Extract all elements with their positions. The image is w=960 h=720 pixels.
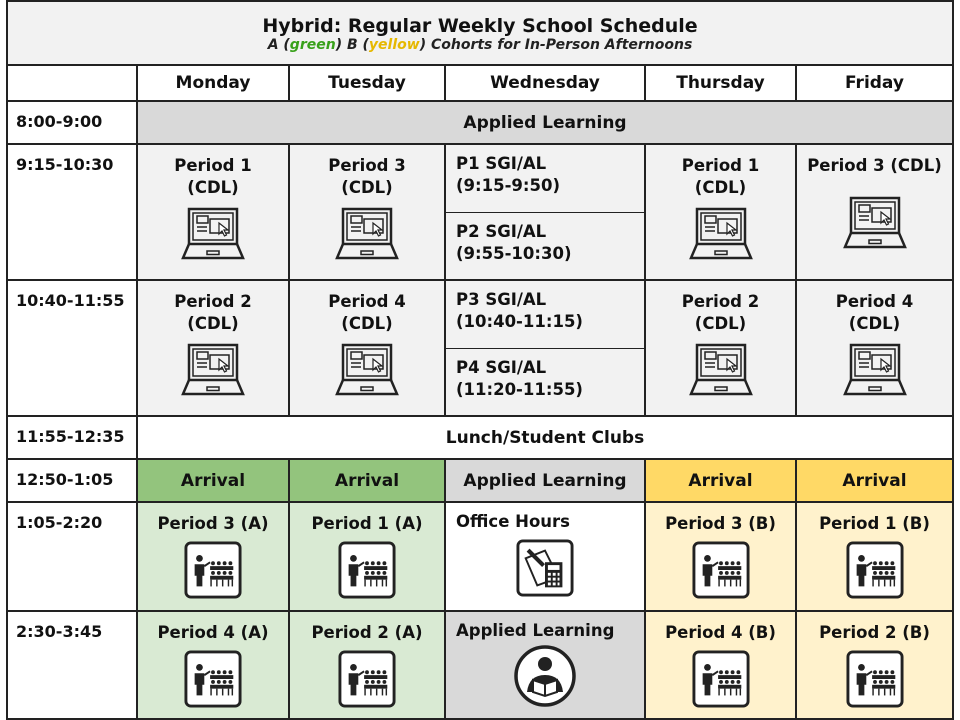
classroom-icon bbox=[846, 541, 904, 599]
friday-period-4-cdl bbox=[796, 280, 953, 416]
laptop-icon bbox=[689, 206, 753, 262]
thursday-period-4-b bbox=[645, 611, 796, 719]
classroom-icon bbox=[338, 541, 396, 599]
time-cell: 8:00-9:00 bbox=[7, 101, 137, 144]
monday-period-3-a bbox=[137, 502, 289, 611]
schedule-table bbox=[6, 0, 954, 720]
classroom-icon bbox=[692, 650, 750, 708]
period-label: Period 1 bbox=[174, 156, 252, 175]
lunch-band: Lunch/Student Clubs bbox=[137, 416, 953, 459]
office-hours-label: Office Hours bbox=[456, 512, 570, 531]
friday-period-2-b bbox=[796, 611, 953, 719]
wednesday-p1-sgi bbox=[446, 145, 644, 212]
tuesday-arrival: Arrival bbox=[289, 459, 445, 502]
day-header-wednesday: Wednesday bbox=[445, 65, 645, 101]
session-time: (9:55-10:30) bbox=[456, 243, 572, 263]
time-cell: 12:50-1:05 bbox=[7, 459, 137, 502]
classroom-icon bbox=[184, 541, 242, 599]
period-label: Period 3 (CDL) bbox=[807, 156, 942, 175]
day-header-thursday: Thursday bbox=[645, 65, 796, 101]
page-title: Hybrid: Regular Weekly School Schedule bbox=[262, 15, 698, 37]
row-1-05 bbox=[7, 502, 953, 611]
friday-period-3-cdl bbox=[796, 144, 953, 280]
reading-student-icon bbox=[513, 644, 577, 708]
period-label: Period 3 (B) bbox=[665, 514, 776, 533]
wednesday-p3-sgi bbox=[446, 281, 644, 348]
thursday-period-1-cdl bbox=[645, 144, 796, 280]
period-label: Period 1 (B) bbox=[819, 514, 930, 533]
laptop-icon bbox=[181, 206, 245, 262]
session-label: P4 SGI/AL bbox=[456, 357, 547, 377]
time-cell: 1:05-2:20 bbox=[7, 502, 137, 611]
wednesday-sgi-block-2 bbox=[445, 280, 645, 416]
mode-label: (CDL) bbox=[341, 314, 393, 334]
mode-label: (CDL) bbox=[848, 314, 901, 334]
day-header-tuesday: Tuesday bbox=[289, 65, 445, 101]
period-label: Period 4 (A) bbox=[157, 623, 269, 642]
mode-label: (CDL) bbox=[341, 178, 393, 198]
wednesday-p2-sgi bbox=[446, 212, 644, 280]
mode-label: (CDL) bbox=[187, 314, 239, 334]
title-row bbox=[7, 1, 953, 65]
subtitle-yellow-word: yellow bbox=[368, 37, 420, 53]
classroom-icon bbox=[184, 650, 242, 708]
tuesday-period-3-cdl bbox=[289, 144, 445, 280]
mode-label: (CDL) bbox=[187, 178, 239, 198]
classroom-icon bbox=[338, 650, 396, 708]
tuesday-period-2-a bbox=[289, 611, 445, 719]
period-label: Period 1 bbox=[681, 156, 760, 175]
mode-label: (CDL) bbox=[694, 178, 747, 198]
wednesday-applied-learning: Applied Learning bbox=[445, 459, 645, 502]
laptop-icon bbox=[335, 342, 399, 398]
subtitle-middle: ) B ( bbox=[335, 37, 369, 53]
day-header-friday: Friday bbox=[796, 65, 953, 101]
laptop-icon bbox=[181, 342, 245, 398]
time-cell: 11:55-12:35 bbox=[7, 416, 137, 459]
friday-period-1-b bbox=[796, 502, 953, 611]
row-2-30 bbox=[7, 611, 953, 719]
session-label: P1 SGI/AL bbox=[456, 154, 547, 173]
thursday-period-3-b bbox=[645, 502, 796, 611]
period-label: Period 2 bbox=[174, 292, 252, 311]
period-label: Period 3 (A) bbox=[157, 514, 269, 533]
tuesday-period-4-cdl bbox=[289, 280, 445, 416]
monday-period-2-cdl bbox=[137, 280, 289, 416]
tuesday-period-1-a bbox=[289, 502, 445, 611]
monday-period-1-cdl bbox=[137, 144, 289, 280]
session-time: (9:15-9:50) bbox=[456, 176, 561, 196]
corner-cell bbox=[7, 65, 137, 101]
row-11-55 bbox=[7, 416, 953, 459]
session-time: (11:20-11:55) bbox=[456, 379, 583, 399]
period-label: Period 2 bbox=[681, 292, 760, 311]
subtitle-green-word: green bbox=[289, 37, 336, 53]
applied-learning-band: Applied Learning bbox=[137, 101, 953, 144]
thursday-period-2-cdl bbox=[645, 280, 796, 416]
row-8-00 bbox=[7, 101, 953, 144]
time-cell: 2:30-3:45 bbox=[7, 611, 137, 719]
laptop-icon bbox=[843, 342, 907, 398]
thursday-arrival: Arrival bbox=[645, 459, 796, 502]
period-label: Period 4 bbox=[835, 292, 914, 311]
row-12-50 bbox=[7, 459, 953, 502]
office-hours-icon bbox=[516, 539, 574, 597]
monday-arrival: Arrival bbox=[137, 459, 289, 502]
mode-label: (CDL) bbox=[694, 314, 747, 334]
monday-period-4-a bbox=[137, 611, 289, 719]
row-9-15 bbox=[7, 144, 953, 280]
laptop-icon bbox=[335, 206, 399, 262]
session-label: P2 SGI/AL bbox=[456, 221, 547, 241]
period-label: Period 3 bbox=[328, 156, 406, 175]
wednesday-sgi-block bbox=[445, 144, 645, 280]
wednesday-p4-sgi bbox=[446, 348, 644, 416]
day-header-monday: Monday bbox=[137, 65, 289, 101]
period-label: Period 4 bbox=[328, 292, 406, 311]
wednesday-applied-learning-pm bbox=[445, 611, 645, 719]
classroom-icon bbox=[846, 650, 904, 708]
session-time: (10:40-11:15) bbox=[456, 312, 583, 332]
period-label: Period 1 (A) bbox=[311, 514, 423, 533]
title-cell bbox=[7, 1, 953, 65]
friday-arrival: Arrival bbox=[796, 459, 953, 502]
session-label: P3 SGI/AL bbox=[456, 290, 547, 309]
subtitle bbox=[8, 37, 952, 57]
classroom-icon bbox=[692, 541, 750, 599]
period-label: Period 2 (A) bbox=[311, 623, 423, 642]
laptop-icon bbox=[689, 342, 753, 398]
applied-learning-label: Applied Learning bbox=[456, 621, 615, 640]
time-cell: 10:40-11:55 bbox=[7, 280, 137, 416]
time-cell: 9:15-10:30 bbox=[7, 144, 137, 280]
period-label: Period 2 (B) bbox=[819, 623, 930, 642]
wednesday-office-hours bbox=[445, 502, 645, 611]
subtitle-suffix: ) Cohorts for In-Person Afternoons bbox=[419, 37, 693, 53]
day-header-row bbox=[7, 65, 953, 101]
laptop-icon bbox=[843, 195, 907, 251]
row-10-40 bbox=[7, 280, 953, 416]
period-label: Period 4 (B) bbox=[665, 623, 776, 642]
subtitle-prefix: A ( bbox=[267, 37, 290, 53]
